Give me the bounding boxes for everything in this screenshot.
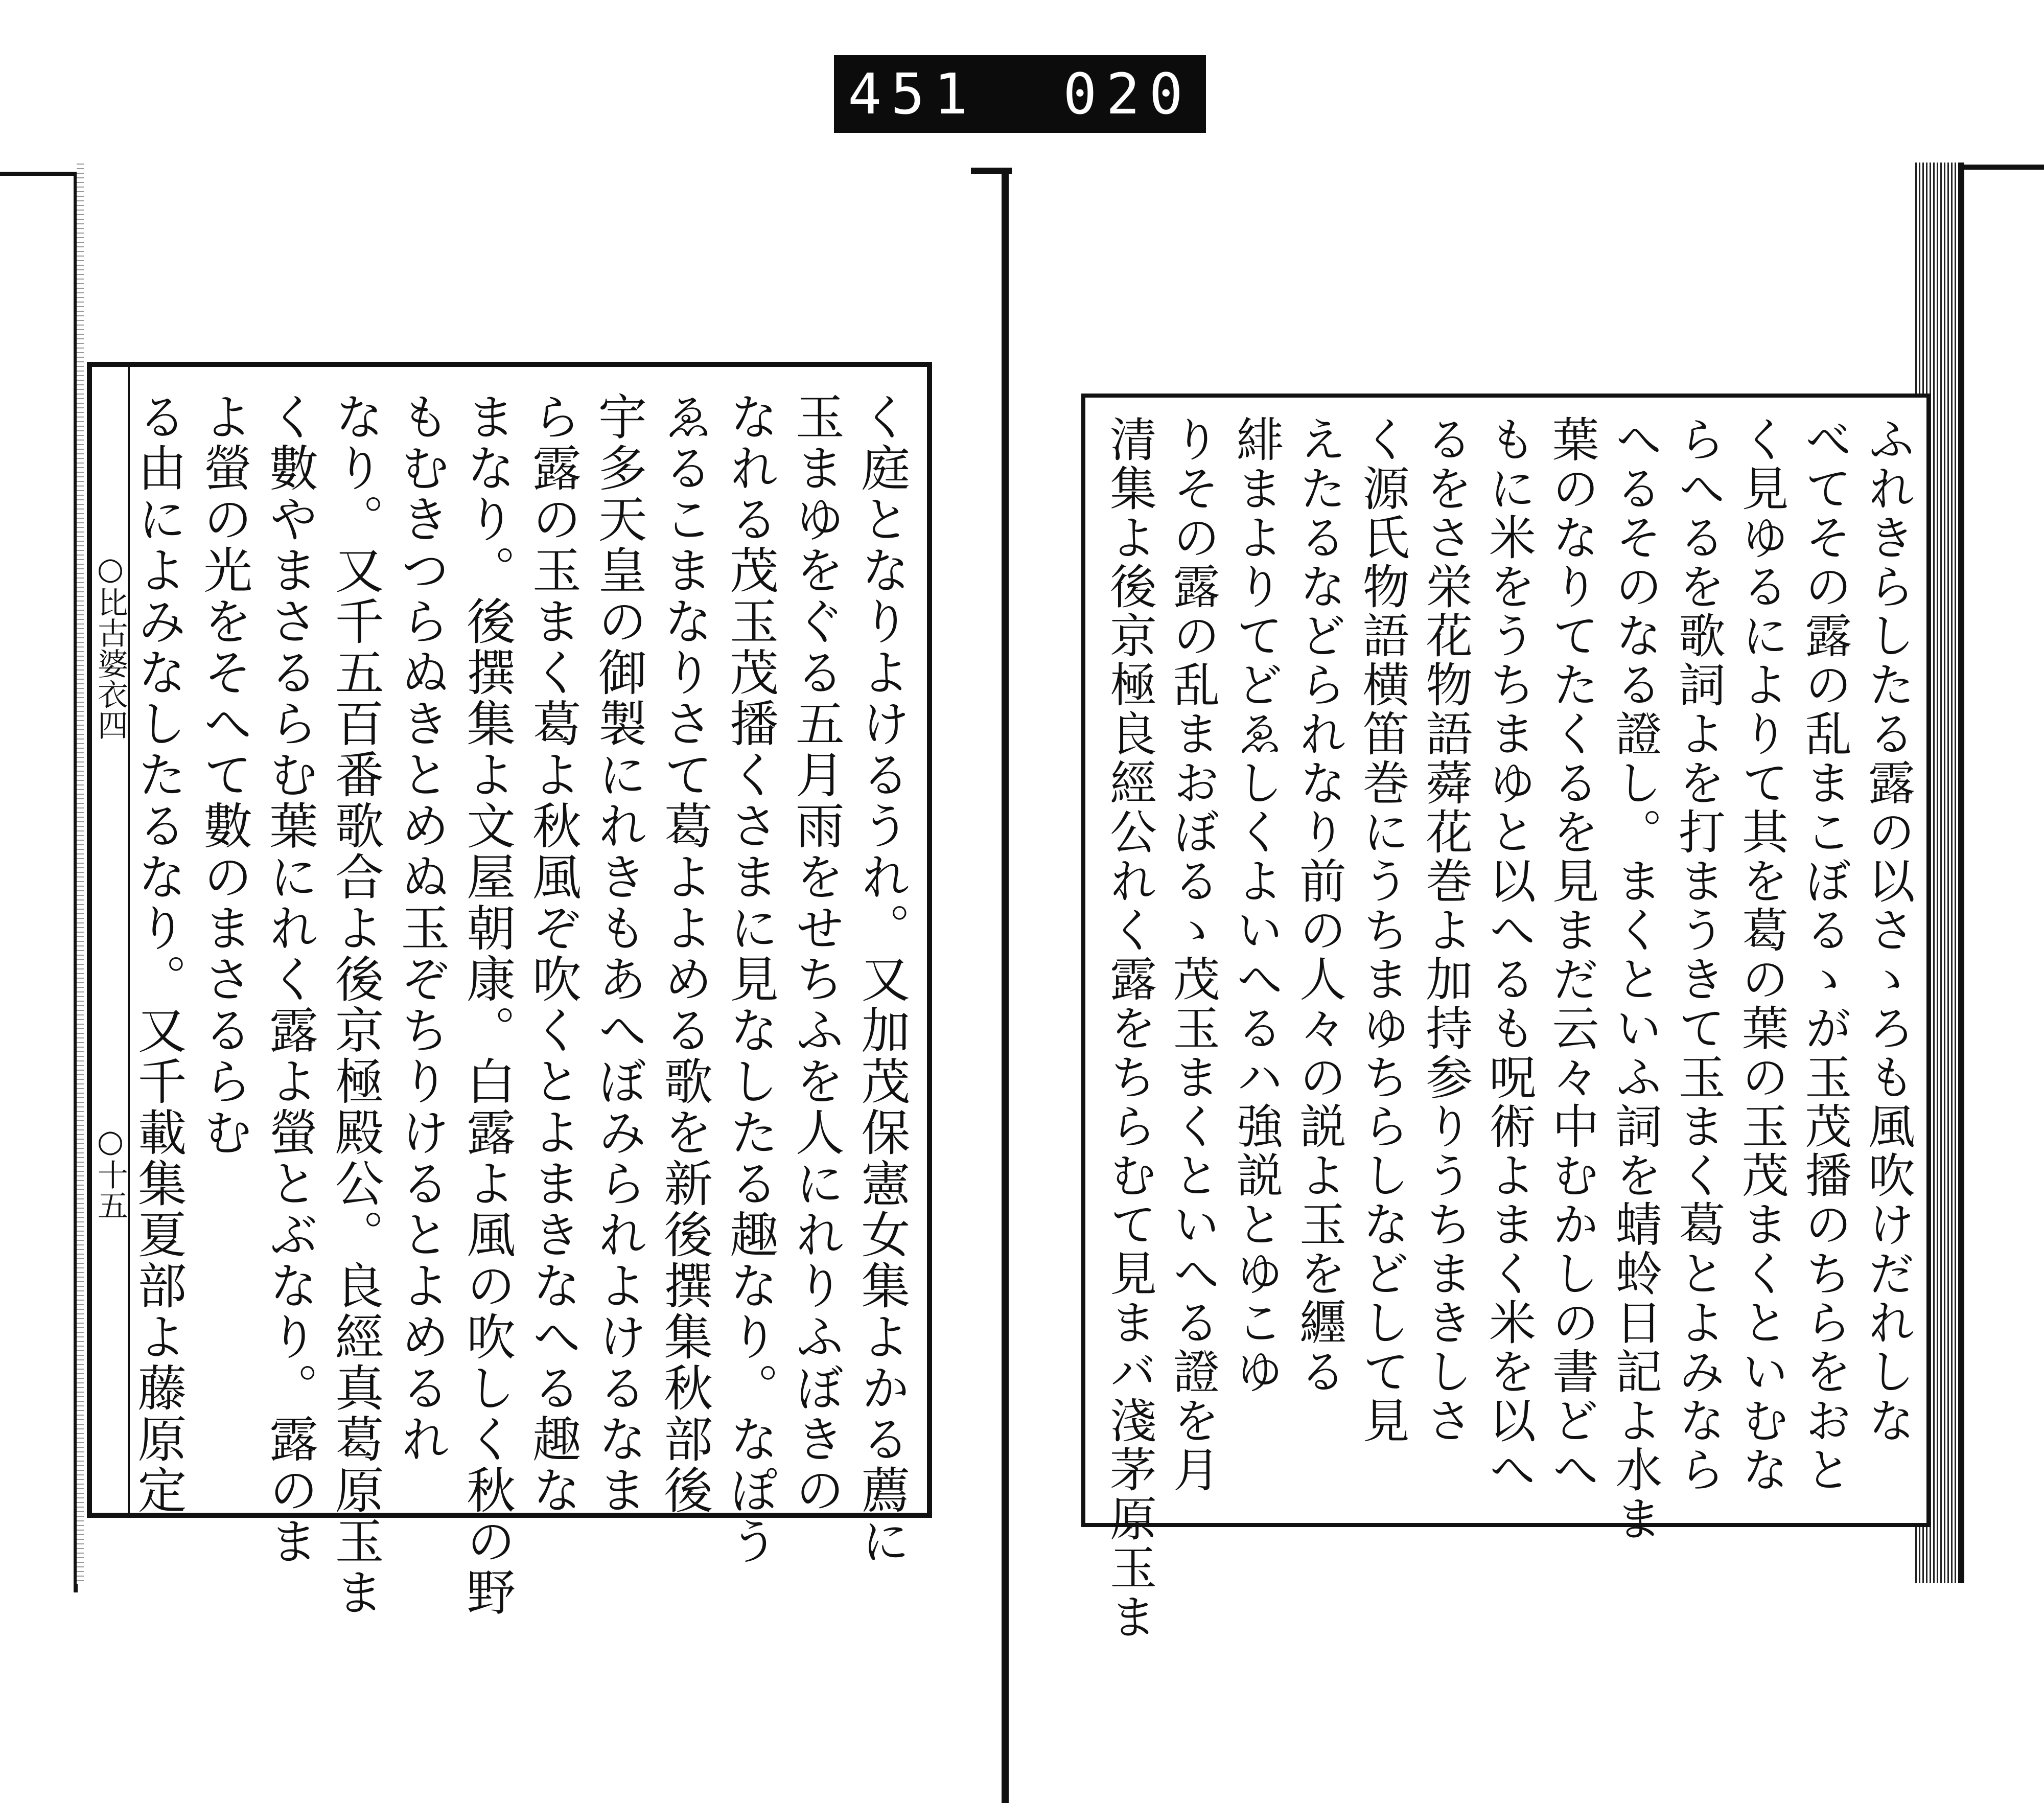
- right-col-6: 葉のなりてたくるを見まだ云々中むかしの書どへ: [1544, 415, 1599, 1494]
- left-col-9: なり。又千五百番歌合よ後京極殿公。良經真葛原玉ま: [327, 391, 385, 1618]
- left-col-8: もむきつらぬきとめぬ玉ぞちりけるとよめるれ: [392, 391, 450, 1465]
- right-col-10: えたるなどられなり前の人々の説よ玉を纒る: [1291, 415, 1346, 1396]
- top-border-left: [0, 172, 82, 176]
- right-col-12: りその露の乱まおぼるゝ茂玉まくといへる證を月: [1165, 415, 1220, 1494]
- gutter-top-bar: [971, 168, 1012, 174]
- right-col-5: へるそのなる證し。まくといふ詞を蜻蛉日記よ水ま: [1608, 415, 1663, 1543]
- left-col-12: る由によみなしたるなり。又千載集夏部よ藤原定: [130, 391, 187, 1516]
- left-col-10: く數やまさるらむ葉にれく露よ螢とぶなり。露のま: [261, 391, 319, 1567]
- archive-label: [834, 55, 1206, 133]
- center-gutter: [1002, 170, 1009, 1803]
- right-col-4: らへるを歌詞よを打まうきて玉まく葛とよみなら: [1670, 415, 1726, 1494]
- left-col-5: 宇多天皇の御製にれきもあへぼみられよけるなま: [590, 391, 648, 1516]
- left-page-margin: [91, 367, 130, 1514]
- left-col-2: 玉まゆをぐる五月雨をせちふを人にれりふぼきの: [787, 391, 845, 1516]
- right-col-1: ふれきらしたる露の以さゝろも風吹けだれしな: [1860, 415, 1915, 1445]
- left-col-6: ら露の玉まく葛よ秋風ぞ吹くとよまきなへる趣な: [524, 391, 582, 1516]
- right-col-8: るをさ栄花物語蕣花巻よ加持参りうちまきしさ: [1418, 415, 1473, 1445]
- left-col-4: ゑるこまなりさて葛よよめる歌を新後撰集秋部後: [656, 391, 713, 1516]
- right-col-11: 緋まよりてどゑしくよいへるハ強説とゆこゆ: [1228, 415, 1284, 1396]
- right-col-9: く源氏物語横笛巻にうちまゆちらしなどして見: [1355, 415, 1410, 1445]
- left-page-text-frame: [87, 362, 932, 1618]
- archive-number-left: 451: [848, 61, 977, 127]
- right-page-columns: [1102, 415, 1915, 1642]
- right-page-text-frame: [1081, 394, 1931, 1642]
- left-col-7: まなり。後撰集よ文屋朝康。白露よ風の吹しく秋の野: [458, 391, 516, 1618]
- left-col-1: く庭となりよけるうれ。又加茂保憲女集よかる薦に: [853, 391, 911, 1567]
- book-title: ○比古婆衣四: [92, 551, 128, 740]
- right-page-edge-line: [1958, 163, 1964, 1583]
- page-number: ○十五: [92, 1123, 128, 1220]
- left-col-11: よ螢の光をそへて數のまさるらむ: [195, 391, 253, 1158]
- top-border-right: [1961, 165, 2044, 170]
- left-page-edge-texture: [77, 164, 84, 1584]
- right-col-3: く見ゆるによりて其を葛の葉の玉茂まくといむな: [1734, 415, 1789, 1494]
- right-col-13: 清集よ後京極良經公れく露をちらむて見まバ淺茅原玉ま: [1102, 415, 1157, 1642]
- right-col-2: べてその露の乱まこぼるゝが玉茂播のちらをおと: [1797, 415, 1852, 1494]
- left-col-3: なれる茂玉茂播くさまに見なしたる趣なり。なぽう: [722, 391, 779, 1567]
- right-col-7: もに米をうちまゆと以へるも呪術よまく米を以へ: [1481, 415, 1536, 1494]
- archive-number-right: 020: [1063, 61, 1192, 127]
- left-page-columns: [130, 391, 911, 1618]
